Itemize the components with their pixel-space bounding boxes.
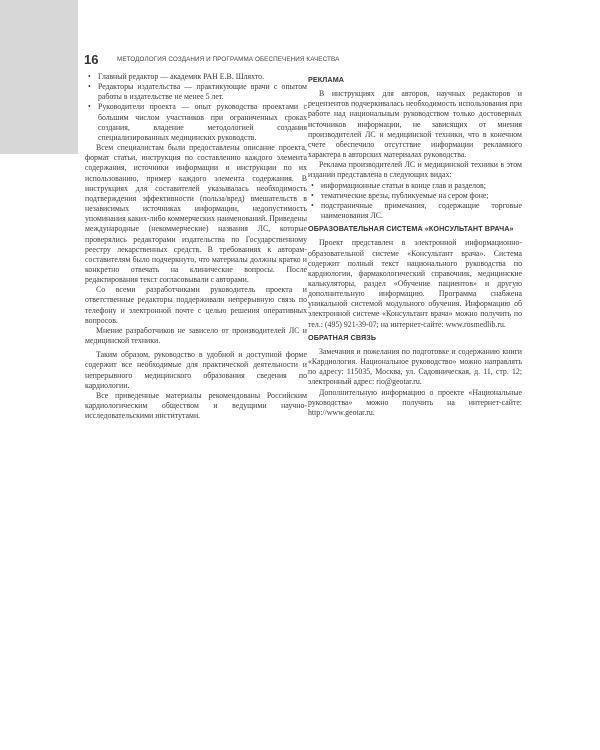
paragraph: Таким образом, руководство в удобной и доступной форме содержит все необходимые для практической деятельности и непрерывного медицинского образования сведения по кардиологии. [85,350,307,390]
paragraph: Мнение разработчиков не зависело от производителей ЛС и медицинской техники. [85,325,307,346]
paragraph: Проект представлен в электронной информационно-образовательной системе «Консультант врача». Система содержит полный текст национального руководства по кардиологии, фармакологический справочник, медицинские калькуляторы, раздел «Обучение пациентов» и другую дополнительную информацию. Программа снабжена уникальной системой модульного обучения. Информацию об электронной системе «Консультант врача» можно получить по тел.: (495) 921-39-07; на интернет-сайте: www.rosmedlib.ru. [308,238,522,329]
paragraph: Дополнительную информацию о проекте «Национальные руководства» можно получить на интернет-сайте: http://www.geotar.ru. [308,387,522,417]
paragraph: В инструкциях для авторов, научных редакторов и рецензентов подчеркивалась необходимость использования при работе над национальным руководством только достоверных источников информации, не зависящих от мнения производителей ЛС и медицинской техники, что в конечном счете обеспечило отсутствие информации рекламного характера в авторских материалах руководства. [308,89,522,160]
list-item: • Редакторы издательства — практикующие врачи с опытом работы в издательстве не менее 5 лет. [85,82,307,102]
running-head: МЕТОДОЛОГИЯ СОЗДАНИЯ И ПРОГРАММА ОБЕСПЕЧЕНИЯ КАЧЕСТВА [117,56,340,63]
paragraph: Все приведенные материалы рекомендованы Российским кардиологическим обществом и ведущими научно-исследовательскими институтами. [85,390,307,421]
right-column [308,72,522,418]
paragraph: Со всеми разработчиками руководитель проекта и ответственные редакторы поддерживали непрерывную связь по телефону и электронной почте с целью решения оперативных вопросов. [85,285,307,325]
gray-corner-block [0,0,78,154]
section-heading-system: ОБРАЗОВАТЕЛЬНАЯ СИСТЕМА «КОНСУЛЬТАНТ ВРАЧА» [308,224,514,234]
page-number: 16 [84,52,99,67]
paragraph: Замечания и пожелания по подготовке и содержанию книги «Кардиология. Национальное руководство» можно направлять по адресу: 115035, Москва, ул. Садовническая, д. 11, стр. 12; электронный адрес: rio@geotar.ru. [308,346,522,387]
paragraph: Реклама производителей ЛС и медицинской техники в этом издании представлена в следующих видах: [308,160,522,180]
section-heading-advert: РЕКЛАМА [308,75,345,84]
list-item: • информационные статьи в конце глав и разделов; [308,181,522,191]
list-item: • подстраничные примечания, содержащие торговые наименования ЛС. [308,201,522,221]
list-item: • тематические врезы, публикуемые на сером фоне; [308,191,522,201]
section-heading-feedback: ОБРАТНАЯ СВЯЗЬ [308,332,377,342]
left-column [85,72,307,421]
advert-bullet-list [308,181,522,222]
paragraph: Всем специалистам были предоставлены описание проекта, формат статьи, инструкция по составлению каждого элемента содержания, источники информации и инструкции по их использованию, пример каждого элемента содержания. В инструкциях для составителей указывалась необходимость подтверждения эффективности (польза/вред) вмешательств в независимых источниках информации, недопустимость упоминания каких-либо коммерческих наименований. Приведены международные (некоммерческие) названия ЛС, которые проверялись редакторами издательства по Государственному реестру лекарственных средств. В требованиях к авторам-составителям было подчеркнуто, что материалы должны кратко и конкретно отвечать на клинические вопросы. После редактирования текст согласовывали с авторами. [85,143,307,285]
list-item: • Главный редактор — академик РАН Е.В. Шляхто. [85,72,307,82]
list-item: • Руководители проекта — опыт руководства проектами с большим числом участников при ограниченных сроках создания, владение методологией создания специализированных медицинских руководств. [85,102,307,143]
staff-bullet-list [85,72,307,143]
